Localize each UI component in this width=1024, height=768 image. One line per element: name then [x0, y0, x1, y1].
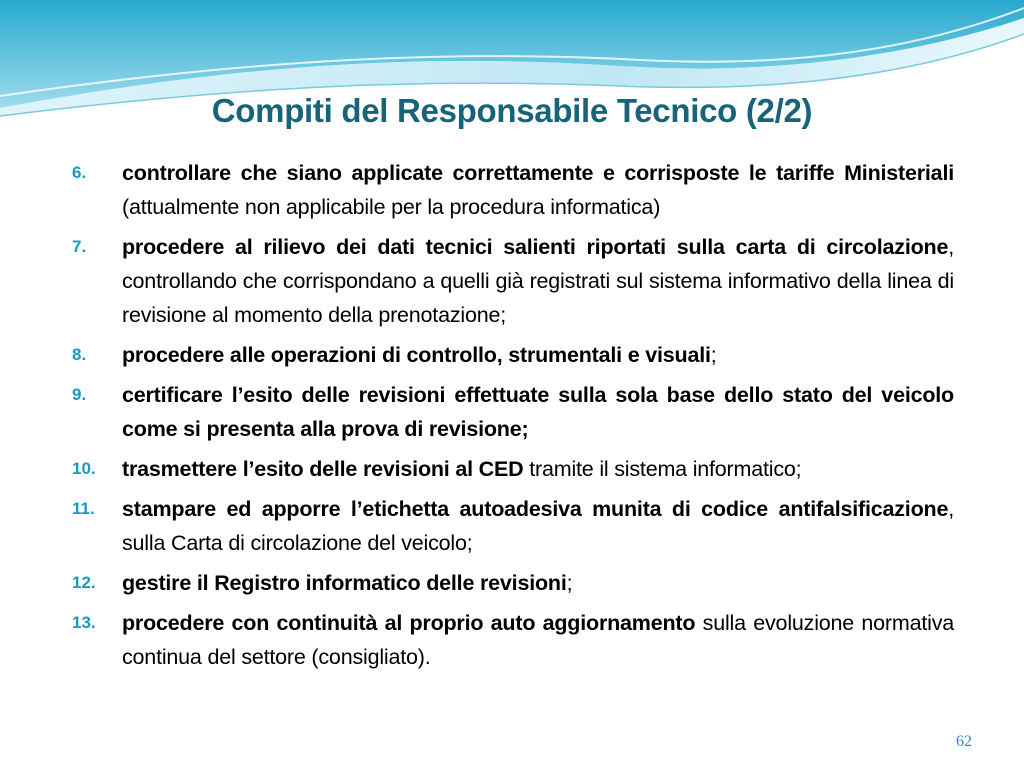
item-bold-text: trasmettere l’esito delle revisioni al CED — [122, 457, 524, 481]
item-bold-text: procedere alle operazioni di controllo, strumentali e visuali — [122, 343, 711, 367]
item-bold-text: gestire il Registro informatico delle revisioni — [122, 571, 567, 595]
slide-title: Compiti del Responsabile Tecnico (2/2) — [211, 92, 813, 129]
item-text — [122, 378, 954, 446]
list-item — [72, 338, 954, 372]
item-text — [122, 492, 954, 560]
list-item — [72, 452, 954, 486]
list-item — [72, 566, 954, 600]
item-text — [122, 230, 954, 332]
item-number: 6. — [72, 163, 87, 182]
item-number: 7. — [72, 237, 87, 256]
task-list — [72, 156, 954, 680]
item-text — [122, 338, 954, 372]
item-plain-text: , sulla Carta di circolazione del veicolo; — [122, 497, 954, 555]
page-number: 62 — [956, 733, 972, 750]
item-plain-text: tramite il sistema informatico; — [523, 457, 802, 481]
item-text — [122, 566, 954, 600]
item-plain-text: sulla evoluzione normativa continua del settore (consigliato). — [122, 611, 955, 669]
item-number: 12. — [72, 573, 96, 592]
item-plain-text: (attualmente non applicabile per la procedura informatica) — [122, 195, 661, 219]
list-item — [72, 378, 954, 446]
item-text — [122, 606, 954, 674]
list-item — [72, 492, 954, 560]
item-bold-text: stampare ed apporre l’etichetta autoadesiva munita di codice antifalsificazione — [122, 497, 949, 521]
item-plain-text: ; — [566, 571, 573, 595]
item-number: 9. — [72, 385, 87, 404]
item-plain-text: , controllando che corrispondano a quelli già registrati sul sistema informativo della linea di revisione al momento della prenotazione; — [122, 235, 954, 327]
item-text — [122, 156, 954, 224]
item-number: 8. — [72, 345, 87, 364]
item-bold-text: controllare che siano applicate correttamente e corrisposte le tariffe Ministeriali — [122, 161, 954, 185]
list-item — [72, 606, 954, 674]
item-bold-text: certificare l’esito delle revisioni effettuate sulla sola base dello stato del veicolo come si presenta alla prova di revisione; — [122, 383, 954, 441]
list-item — [72, 230, 954, 332]
item-number: 13. — [72, 613, 96, 632]
item-number: 11. — [72, 499, 95, 518]
item-number: 10. — [72, 459, 96, 478]
item-plain-text: ; — [710, 343, 717, 367]
item-text — [122, 452, 954, 486]
item-bold-text: procedere con continuità al proprio auto aggiornamento — [122, 611, 696, 635]
item-bold-text: procedere al rilievo dei dati tecnici salienti riportati sulla carta di circolazione — [122, 235, 949, 259]
list-item — [72, 156, 954, 224]
